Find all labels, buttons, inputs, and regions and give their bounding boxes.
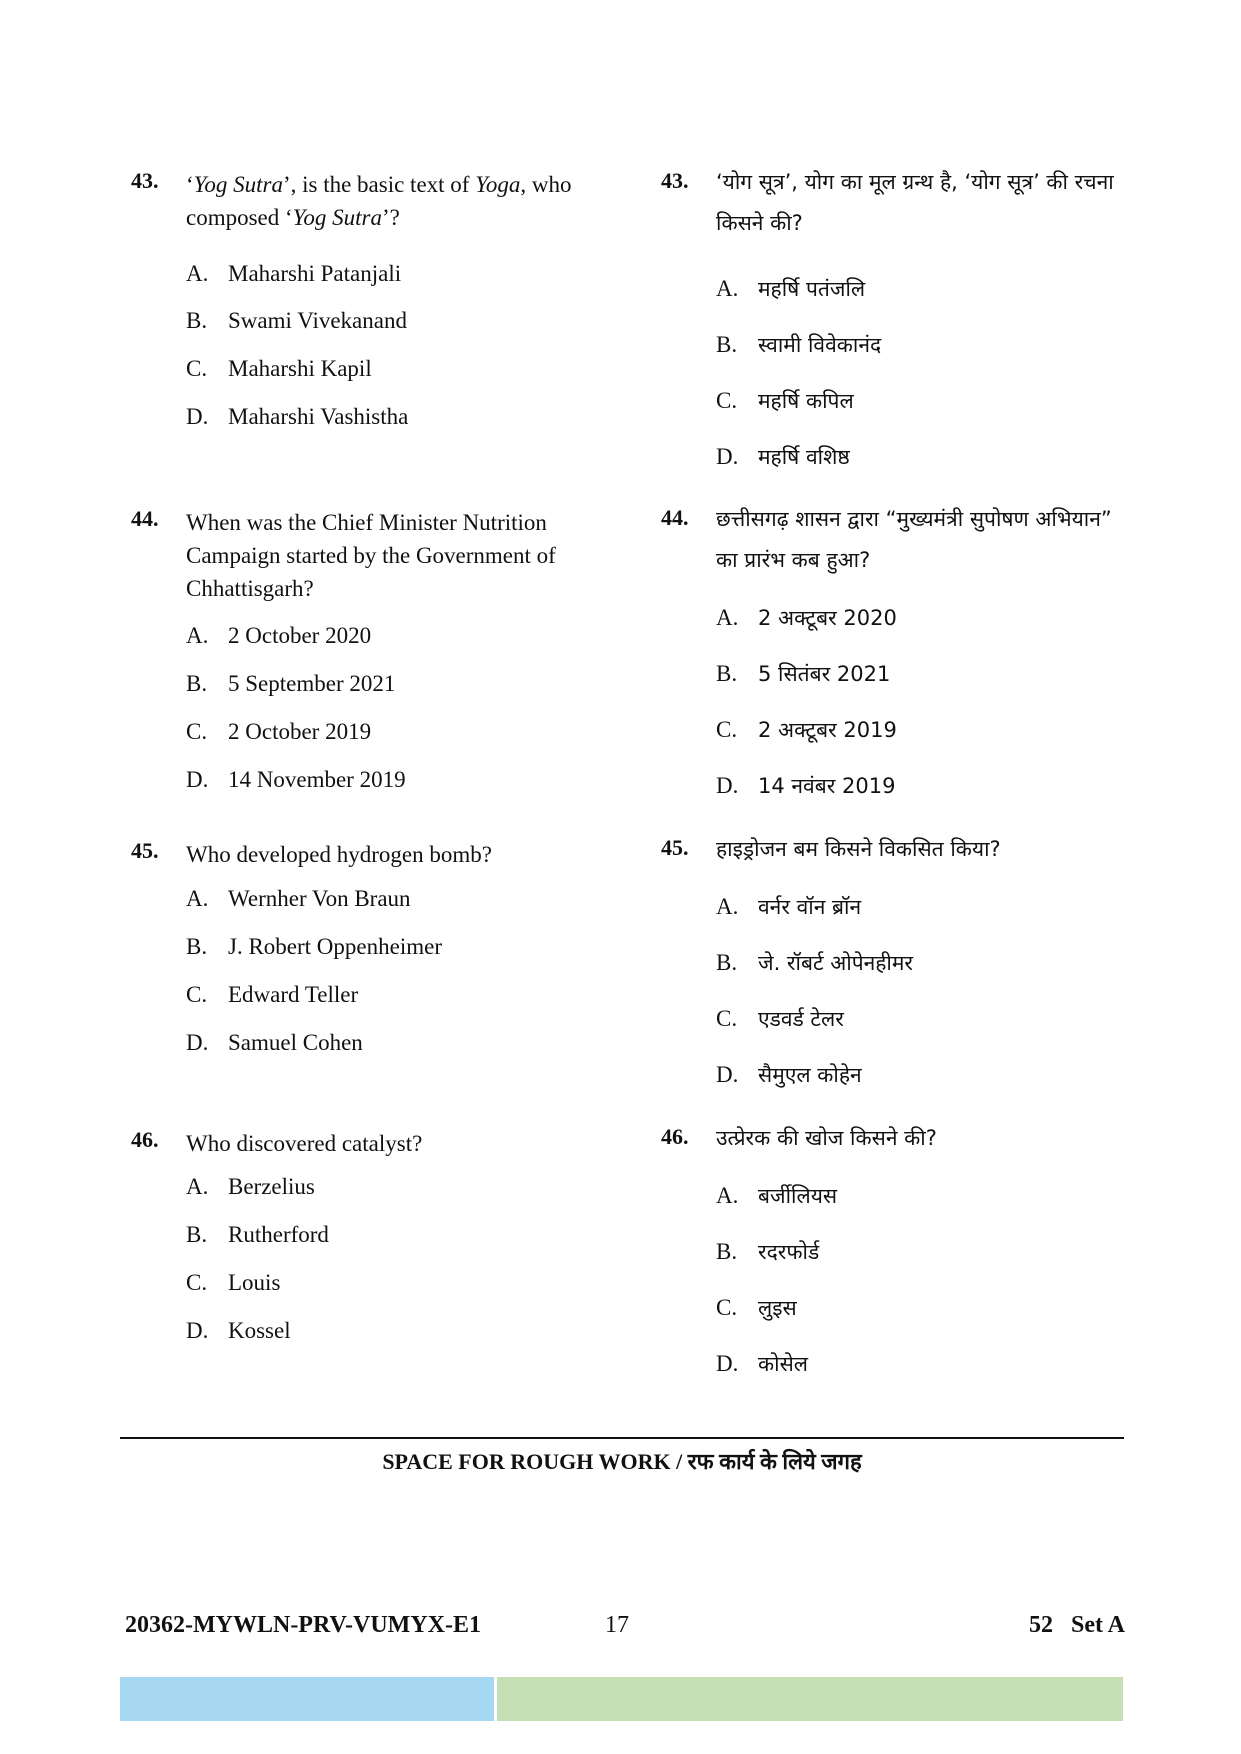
question-number: 45. [131, 838, 159, 863]
option-c: C. लुइस [716, 1295, 797, 1320]
option-d: D. महर्षि वशिष्ठ [716, 444, 850, 469]
option-a: A. 2 October 2020 [186, 623, 372, 648]
option-a: A. 2 अक्टूबर 2020 [716, 605, 897, 630]
question-number: 44. [131, 506, 159, 531]
question-number: 46. [131, 1127, 159, 1152]
question-text: When was the Chief Minister Nutrition Campaign started by the Government of Chhattisgarh? [186, 510, 556, 601]
option-d: D. Maharshi Vashistha [186, 404, 409, 429]
option-a: A. वर्नर वॉन ब्रॉन [716, 894, 862, 919]
question-number: 43. [661, 168, 689, 193]
question-number: 46. [661, 1124, 689, 1149]
rough-work-divider [120, 1437, 1124, 1439]
page-number: 17 [605, 1612, 629, 1638]
set-label: 52 Set A [1029, 1612, 1125, 1638]
question-text: Who developed hydrogen bomb? [186, 842, 492, 867]
question-number: 45. [661, 835, 689, 860]
option-d: D. कोसेल [716, 1351, 809, 1376]
question-text: हाइड्रोजन बम किसने विकसित किया? [716, 837, 1001, 861]
question-number: 44. [661, 505, 689, 530]
question-text: ‘Yog Sutra’, is the basic text of Yoga, who composed ‘Yog Sutra’? [186, 172, 572, 230]
question-text: उत्प्रेरक की खोज किसने की? [716, 1126, 937, 1150]
option-b: B. 5 सितंबर 2021 [716, 661, 891, 686]
option-b: B. रदरफोर्ड [716, 1239, 820, 1264]
option-a: A. बर्जीलियस [716, 1183, 838, 1208]
option-c: C. एडवर्ड टेलर [716, 1006, 844, 1031]
option-d: D. सैमुएल कोहेन [716, 1062, 862, 1087]
option-b: B. Rutherford [186, 1222, 329, 1247]
option-a: A. महर्षि पतंजलि [716, 276, 866, 301]
option-d: D. Kossel [186, 1318, 291, 1343]
option-b: B. स्वामी विवेकानंद [716, 332, 882, 357]
option-c: C. Louis [186, 1270, 281, 1295]
option-c: C. Maharshi Kapil [186, 356, 372, 381]
question-number: 43. [131, 168, 159, 193]
booklet-code: 20362-MYWLN-PRV-VUMYX-E1 [125, 1612, 481, 1638]
option-c: C. 2 October 2019 [186, 719, 372, 744]
option-d: D. 14 नवंबर 2019 [716, 773, 896, 798]
footer-band-right [497, 1677, 1123, 1721]
option-b: B. Swami Vivekanand [186, 308, 407, 333]
question-text: Who discovered catalyst? [186, 1131, 423, 1156]
footer-band-left [120, 1677, 494, 1721]
option-d: D. 14 November 2019 [186, 767, 406, 792]
option-a: A. Maharshi Patanjali [186, 261, 402, 286]
option-a: A. Wernher Von Braun [186, 886, 411, 911]
rough-work-label: SPACE FOR ROUGH WORK / रफ कार्य के लिये जगह [382, 1449, 862, 1474]
option-d: D. Samuel Cohen [186, 1030, 363, 1055]
option-b: B. 5 September 2021 [186, 671, 396, 696]
option-c: C. महर्षि कपिल [716, 388, 854, 413]
option-c: C. Edward Teller [186, 982, 359, 1007]
option-b: B. जे. रॉबर्ट ओपेनहीमर [716, 950, 914, 975]
question-text: छत्तीसगढ़ शासन द्वारा “मुख्यमंत्री सुपोषण अभियान” का प्रारंभ कब हुआ? [716, 507, 1112, 572]
option-a: A. Berzelius [186, 1174, 315, 1199]
question-text: ‘योग सूत्र’, योग का मूल ग्रन्थ है, ‘योग सूत्र’ की रचना किसने की? [716, 170, 1114, 235]
option-c: C. 2 अक्टूबर 2019 [716, 717, 897, 742]
option-b: B. J. Robert Oppenheimer [186, 934, 442, 959]
